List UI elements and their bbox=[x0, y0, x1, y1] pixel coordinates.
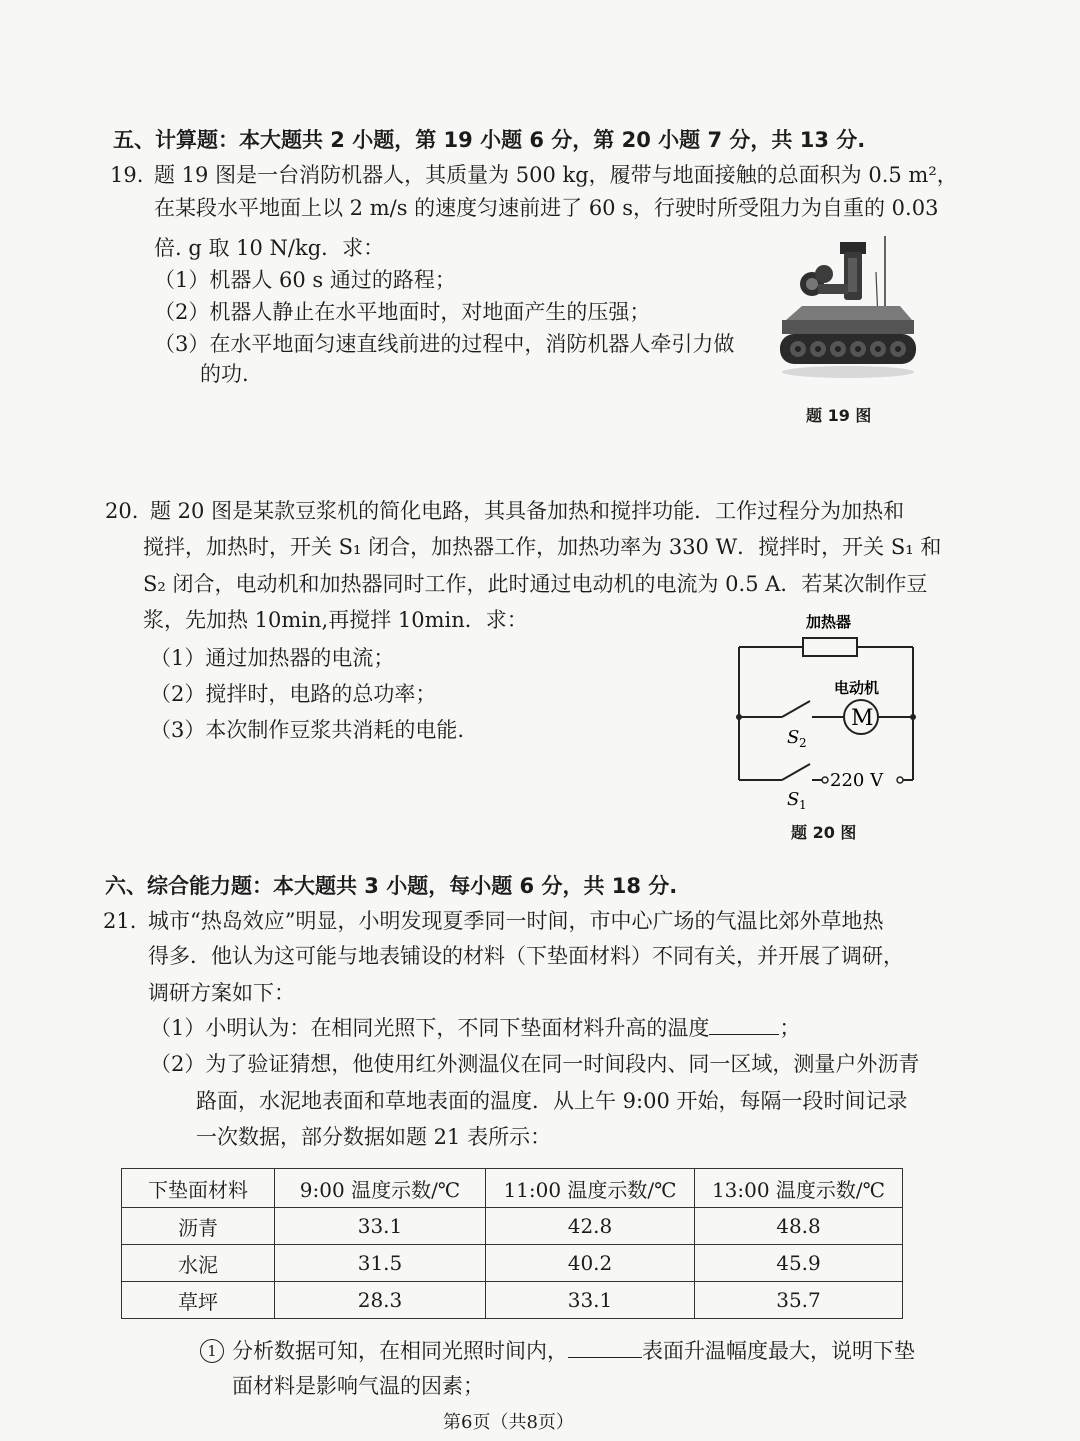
table-header-cell: 11:00 温度示数/℃ bbox=[486, 1169, 695, 1208]
q19-sub-1: （1）机器人 60 s 通过的路程； bbox=[154, 268, 456, 292]
switch-s2 bbox=[782, 701, 810, 717]
switch-s2-subscript: 2 bbox=[799, 736, 807, 750]
q20-line-3: S₂ 闭合，电动机和加热器同时工作，此时通过电动机的电流为 0.5 A．若某次制作豆 bbox=[143, 572, 928, 596]
answer-blank-1[interactable] bbox=[709, 1016, 779, 1035]
heater-resistor bbox=[803, 638, 857, 656]
q19-line-3: 倍. g 取 10 N/kg．求： bbox=[154, 236, 385, 260]
q19-line-1: 题 19 图是一台消防机器人，其质量为 500 kg，履带与地面接触的总面积为 0.5 m²， bbox=[154, 163, 958, 187]
q21-line-3: 调研方案如下： bbox=[148, 981, 295, 1005]
circuit-diagram bbox=[730, 605, 930, 815]
switch-s1-label: S bbox=[787, 789, 800, 810]
q20-line-2: 搅拌，加热时，开关 S₁ 闭合，加热器工作，加热功率为 330 W．搅拌时，开关 S₁ 和 bbox=[143, 535, 942, 559]
q20-line-4: 浆，先加热 10min,再搅拌 10min．求： bbox=[143, 608, 528, 632]
table-header-cell: 13:00 温度示数/℃ bbox=[695, 1169, 903, 1208]
table-cell: 水泥 bbox=[122, 1245, 275, 1282]
table-header-row bbox=[122, 1169, 903, 1208]
q20-number: 20. bbox=[105, 499, 139, 523]
temperature-table bbox=[121, 1168, 903, 1319]
switch-s1-subscript: 1 bbox=[799, 798, 807, 812]
motor-label: 电动机 bbox=[834, 679, 880, 697]
q19-sub-3b: 的功. bbox=[200, 362, 249, 386]
q20-sub-1: （1）通过加热器的电流； bbox=[150, 646, 395, 670]
table-cell: 沥青 bbox=[122, 1208, 275, 1245]
switch-s1 bbox=[782, 764, 810, 780]
table-cell: 33.1 bbox=[275, 1208, 486, 1245]
q21-sub-1-text: （1）小明认为：在相同光照下，不同下垫面材料升高的温度 bbox=[150, 1016, 710, 1040]
section-6-heading: 六、综合能力题：本大题共 3 小题，每小题 6 分，共 18 分. bbox=[105, 874, 678, 898]
q19-sub-3a: （3）在水平地面匀速直线前进的过程中，消防机器人牵引力做 bbox=[154, 332, 735, 356]
table-cell: 28.3 bbox=[275, 1282, 486, 1319]
q19-sub-2: （2）机器人静止在水平地面时，对地面产生的压强； bbox=[154, 300, 651, 324]
table-cell: 42.8 bbox=[486, 1208, 695, 1245]
section-5-heading: 五、计算题：本大题共 2 小题，第 19 小题 6 分，第 20 小题 7 分，共 13 分. bbox=[113, 128, 866, 152]
q19-figure-caption: 题 19 图 bbox=[806, 406, 872, 425]
table-row bbox=[122, 1282, 903, 1319]
q21-analysis-1-line-2: 面材料是影响气温的因素； bbox=[232, 1374, 484, 1398]
circled-number: 1 bbox=[200, 1339, 224, 1363]
q19-number: 19. bbox=[110, 163, 144, 187]
q20-line-1: 题 20 图是某款豆浆机的简化电路，其具备加热和搅拌功能．工作过程分为加热和 bbox=[150, 499, 905, 523]
table-row bbox=[122, 1208, 903, 1245]
table-cell: 草坪 bbox=[122, 1282, 275, 1319]
q21-sub-2a: （2）为了验证猜想，他使用红外测温仪在同一时间段内、同一区域，测量户外沥青 bbox=[150, 1052, 920, 1076]
q21-line-1: 城市“热岛效应”明显，小明发现夏季同一时间，市中心广场的气温比郊外草地热 bbox=[148, 909, 884, 933]
q21-sub-1-end: ； bbox=[779, 1016, 801, 1040]
q21-analysis-1 bbox=[200, 1337, 915, 1365]
table-row bbox=[122, 1245, 903, 1282]
table-cell: 35.7 bbox=[695, 1282, 903, 1319]
q21-number: 21. bbox=[103, 909, 137, 933]
q21-sub-2c: 一次数据，部分数据如题 21 表所示： bbox=[196, 1125, 552, 1149]
q21-sub-1 bbox=[150, 1014, 800, 1042]
table-cell: 31.5 bbox=[275, 1245, 486, 1282]
switch-s2-label: S bbox=[787, 727, 800, 748]
q21-line-2: 得多．他认为这可能与地表铺设的材料（下垫面材料）不同有关，并开展了调研， bbox=[148, 944, 904, 968]
fire-robot-figure bbox=[772, 232, 922, 392]
voltage-label: 220 V bbox=[830, 770, 884, 791]
heater-label: 加热器 bbox=[806, 613, 852, 631]
table-cell: 40.2 bbox=[486, 1245, 695, 1282]
table-cell: 45.9 bbox=[695, 1245, 903, 1282]
q20-figure-caption: 题 20 图 bbox=[791, 823, 857, 842]
answer-blank-2[interactable] bbox=[568, 1339, 642, 1358]
table-header-cell: 下垫面材料 bbox=[122, 1169, 275, 1208]
q21-sub-2b: 路面，水泥地表面和草地表面的温度．从上午 9:00 开始，每隔一段时间记录 bbox=[196, 1089, 908, 1113]
q21-analysis-1-text: 分析数据可知，在相同光照时间内， bbox=[232, 1339, 568, 1363]
table-cell: 48.8 bbox=[695, 1208, 903, 1245]
table-cell: 33.1 bbox=[486, 1282, 695, 1319]
q21-analysis-1-end: 表面升温幅度最大，说明下垫 bbox=[642, 1339, 915, 1363]
q19-line-2: 在某段水平地面上以 2 m/s 的速度匀速前进了 60 s，行驶时所受阻力为自重的 0.03 bbox=[154, 196, 939, 220]
q20-sub-3: （3）本次制作豆浆共消耗的电能. bbox=[150, 718, 465, 742]
motor-letter: M bbox=[851, 706, 874, 731]
page-number: 第6页（共8页） bbox=[443, 1412, 574, 1433]
q20-sub-2: （2）搅拌时，电路的总功率； bbox=[150, 682, 437, 706]
table-header-cell: 9:00 温度示数/℃ bbox=[275, 1169, 486, 1208]
